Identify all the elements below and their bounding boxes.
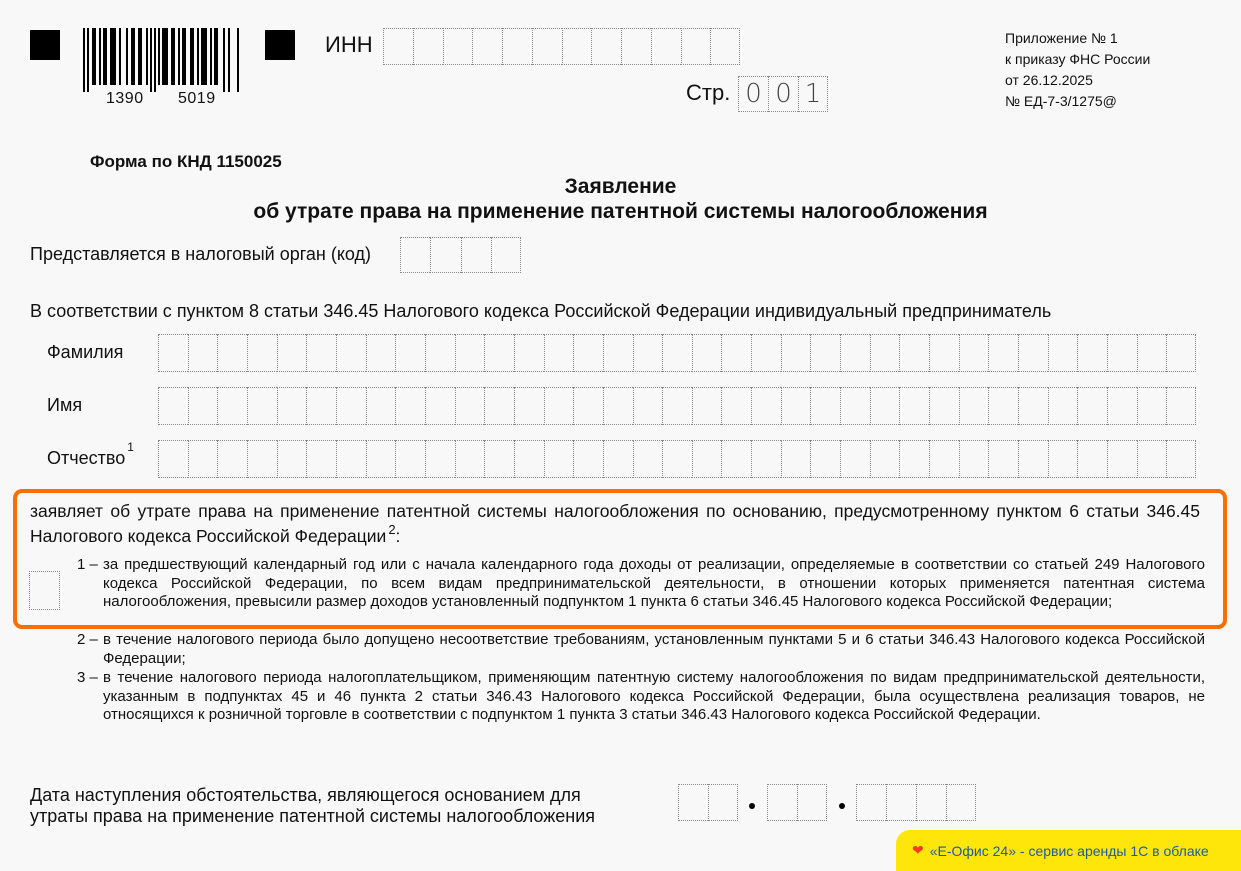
char-cell[interactable] — [781, 334, 811, 372]
reason-number: 2 – — [77, 631, 98, 648]
patronymic-label — [47, 440, 134, 469]
char-cell[interactable] — [188, 334, 218, 372]
char-cell[interactable] — [277, 440, 307, 478]
barcode-number-1: 1390 — [106, 90, 144, 107]
date-cell[interactable] — [678, 784, 708, 821]
char-cell[interactable] — [621, 28, 651, 65]
char-cell[interactable] — [633, 334, 663, 372]
date-cell[interactable] — [708, 784, 738, 821]
char-cell[interactable] — [651, 28, 681, 65]
inn-input[interactable] — [383, 28, 740, 65]
char-cell[interactable] — [721, 440, 751, 478]
first-name-label: Имя — [47, 395, 83, 415]
declaration-text — [30, 499, 1200, 549]
char-cell[interactable] — [591, 28, 621, 65]
reason-text: в течение налогового периода было допущено несоответствие требованиям, установленным пунктами 5 и 6 статьи 346.43 Налогового кодекса Российской Федерации; — [103, 631, 1205, 667]
date-label — [30, 785, 595, 827]
char-cell[interactable] — [781, 387, 811, 425]
reason-item-3 — [77, 669, 1205, 725]
date-label-line: Дата наступления обстоятельства, являющегося основанием для — [30, 785, 581, 805]
char-cell[interactable] — [840, 387, 870, 425]
char-cell[interactable] — [870, 387, 900, 425]
char-cell[interactable] — [721, 334, 751, 372]
char-cell[interactable] — [662, 387, 692, 425]
char-cell[interactable] — [217, 440, 247, 478]
char-cell[interactable] — [633, 387, 663, 425]
char-cell[interactable] — [633, 440, 663, 478]
char-cell[interactable] — [870, 334, 900, 372]
char-cell[interactable] — [395, 440, 425, 478]
barcode-number-2: 5019 — [178, 90, 216, 107]
char-cell[interactable] — [810, 440, 840, 478]
char-cell[interactable] — [603, 334, 633, 372]
char-cell[interactable] — [662, 334, 692, 372]
char-cell[interactable] — [336, 440, 366, 478]
char-cell[interactable] — [751, 334, 781, 372]
char-cell[interactable] — [662, 440, 692, 478]
char-cell[interactable] — [840, 334, 870, 372]
page-digit: 0 — [768, 76, 798, 112]
char-cell[interactable] — [1107, 440, 1137, 478]
patronymic-input[interactable] — [158, 440, 1196, 478]
char-cell[interactable] — [158, 387, 188, 425]
char-cell[interactable] — [603, 440, 633, 478]
char-cell[interactable] — [484, 440, 514, 478]
char-cell[interactable] — [395, 334, 425, 372]
char-cell[interactable] — [1137, 440, 1167, 478]
char-cell[interactable] — [1077, 387, 1107, 425]
char-cell[interactable] — [430, 237, 460, 273]
char-cell[interactable] — [929, 387, 959, 425]
char-cell[interactable] — [461, 237, 491, 273]
char-cell[interactable] — [514, 440, 544, 478]
char-cell[interactable] — [573, 334, 603, 372]
date-label-line: утраты права на применение патентной системы налогообложения — [30, 806, 595, 826]
tax-office-label: Представляется в налоговый орган (код) — [30, 244, 372, 264]
annex-line: № ЕД-7-3/1275@ — [1005, 93, 1117, 109]
char-cell[interactable] — [1077, 334, 1107, 372]
char-cell[interactable] — [247, 440, 277, 478]
page-digit: 0 — [738, 76, 768, 112]
date-day-input[interactable] — [678, 784, 738, 821]
char-cell[interactable] — [1166, 387, 1196, 425]
heart-icon: ❤ — [912, 842, 924, 858]
char-cell[interactable] — [899, 440, 929, 478]
reason-code-cell[interactable] — [29, 571, 60, 610]
char-cell[interactable] — [217, 387, 247, 425]
form-title: Заявление — [564, 175, 677, 198]
first-name-input[interactable] — [158, 387, 1196, 425]
char-cell[interactable] — [1077, 440, 1107, 478]
char-cell[interactable] — [1018, 387, 1048, 425]
char-cell[interactable] — [899, 334, 929, 372]
char-cell[interactable] — [425, 440, 455, 478]
char-cell[interactable] — [425, 387, 455, 425]
date-cell[interactable] — [767, 784, 797, 821]
reason-item-2 — [77, 631, 1205, 668]
char-cell[interactable] — [400, 237, 430, 273]
date-separator — [749, 803, 755, 809]
char-cell[interactable] — [366, 387, 396, 425]
char-cell[interactable] — [484, 334, 514, 372]
annex-line: от 26.12.2025 — [1005, 72, 1093, 88]
char-cell[interactable] — [455, 334, 485, 372]
char-cell[interactable] — [544, 440, 574, 478]
tax-office-code-input[interactable] — [400, 237, 521, 273]
char-cell[interactable] — [472, 28, 502, 65]
char-cell[interactable] — [1166, 334, 1196, 372]
char-cell[interactable] — [751, 440, 781, 478]
char-cell[interactable] — [188, 387, 218, 425]
page-number-field — [738, 76, 828, 112]
date-cell[interactable] — [946, 784, 976, 821]
char-cell[interactable] — [1018, 440, 1048, 478]
char-cell[interactable] — [544, 387, 574, 425]
reason-code-input[interactable] — [29, 571, 60, 610]
char-cell[interactable] — [1137, 387, 1167, 425]
char-cell[interactable] — [188, 440, 218, 478]
char-cell[interactable] — [491, 237, 521, 273]
char-cell[interactable] — [710, 28, 740, 65]
form-code: Форма по КНД 1150025 — [90, 152, 282, 171]
declaration-body: заявляет об утрате права на применение патентной системы налогообложения по основанию, предусмотренному пунктом 6 статьи 346.45 Налогового кодекса Российской Федерации — [30, 501, 1200, 546]
char-cell[interactable] — [413, 28, 443, 65]
form-subtitle: об утрате права на применение патентной системы налогообложения — [253, 200, 988, 223]
date-cell[interactable] — [856, 784, 886, 821]
char-cell[interactable] — [306, 334, 336, 372]
footnote-1: 1 — [127, 440, 134, 454]
char-cell[interactable] — [1166, 440, 1196, 478]
char-cell[interactable] — [681, 28, 711, 65]
char-cell[interactable] — [455, 440, 485, 478]
char-cell[interactable] — [306, 387, 336, 425]
char-cell[interactable] — [247, 334, 277, 372]
date-cell[interactable] — [916, 784, 946, 821]
char-cell[interactable] — [988, 387, 1018, 425]
inn-label: ИНН — [325, 32, 373, 57]
char-cell[interactable] — [336, 387, 366, 425]
char-cell[interactable] — [959, 387, 989, 425]
char-cell[interactable] — [721, 387, 751, 425]
page-digit: 1 — [798, 76, 828, 112]
alignment-marker-left — [30, 30, 60, 60]
char-cell[interactable] — [544, 334, 574, 372]
char-cell[interactable] — [1018, 334, 1048, 372]
char-cell[interactable] — [870, 440, 900, 478]
reason-number: 1 – — [77, 556, 98, 573]
char-cell[interactable] — [810, 387, 840, 425]
char-cell[interactable] — [959, 440, 989, 478]
char-cell[interactable] — [573, 440, 603, 478]
declaration-colon: : — [395, 526, 401, 546]
char-cell[interactable] — [988, 334, 1018, 372]
char-cell[interactable] — [277, 387, 307, 425]
char-cell[interactable] — [484, 387, 514, 425]
char-cell[interactable] — [443, 28, 473, 65]
alignment-marker-right — [265, 30, 295, 60]
char-cell[interactable] — [1048, 334, 1078, 372]
char-cell[interactable] — [810, 334, 840, 372]
char-cell[interactable] — [1048, 387, 1078, 425]
footnote-2: 2 — [388, 522, 396, 537]
surname-input[interactable] — [158, 334, 1196, 372]
date-month-input[interactable] — [767, 784, 827, 821]
char-cell[interactable] — [217, 334, 247, 372]
char-cell[interactable] — [366, 440, 396, 478]
ad-banner-link[interactable] — [896, 830, 1241, 871]
char-cell[interactable] — [455, 387, 485, 425]
char-cell[interactable] — [425, 334, 455, 372]
reason-text: в течение налогового периода налогоплательщиком, применяющим патентную систему налогообложения по видам предпринимательской деятельности, указанным в подпунктах 45 и 46 пункта 2 статьи 346.43 Налогового кодекса Российской Федерации, была осуществлена реализация товаров, не относящихся к розничной торговле в соответствии с подпунктом 1 пункта 3 статьи 346.43 Налогового кодекса Российской Федерации. — [103, 669, 1205, 723]
patronymic-label-text: Отчество — [47, 448, 126, 468]
char-cell[interactable] — [306, 440, 336, 478]
annex-line: к приказу ФНС России — [1005, 51, 1151, 67]
date-cell[interactable] — [886, 784, 916, 821]
char-cell[interactable] — [899, 387, 929, 425]
char-cell[interactable] — [959, 334, 989, 372]
intro-text: В соответствии с пунктом 8 статьи 346.45 Налогового кодекса Российской Федерации индивидуальный предприниматель — [30, 301, 1052, 321]
char-cell[interactable] — [562, 28, 592, 65]
date-year-input[interactable] — [856, 784, 976, 821]
char-cell[interactable] — [277, 334, 307, 372]
page-label: Стр. — [686, 80, 731, 105]
char-cell[interactable] — [1137, 334, 1167, 372]
date-cell[interactable] — [797, 784, 827, 821]
char-cell[interactable] — [532, 28, 562, 65]
char-cell[interactable] — [366, 334, 396, 372]
char-cell[interactable] — [988, 440, 1018, 478]
char-cell[interactable] — [751, 387, 781, 425]
char-cell[interactable] — [692, 387, 722, 425]
date-separator — [839, 803, 845, 809]
char-cell[interactable] — [247, 387, 277, 425]
char-cell[interactable] — [395, 387, 425, 425]
char-cell[interactable] — [158, 334, 188, 372]
annex-reference — [1005, 28, 1150, 112]
char-cell[interactable] — [514, 387, 544, 425]
char-cell[interactable] — [573, 387, 603, 425]
char-cell[interactable] — [840, 440, 870, 478]
char-cell[interactable] — [692, 440, 722, 478]
char-cell[interactable] — [514, 334, 544, 372]
char-cell[interactable] — [929, 334, 959, 372]
char-cell[interactable] — [1107, 334, 1137, 372]
char-cell[interactable] — [1107, 387, 1137, 425]
char-cell[interactable] — [1048, 440, 1078, 478]
surname-label: Фамилия — [47, 342, 124, 362]
reason-number: 3 – — [77, 669, 98, 686]
reason-text: за предшествующий календарный год или с начала календарного года доходы от реализации, определяемые в соответствии со статьей 249 Налогового кодекса Российской Федерации, по всем видам предпринимательской деятельности, в отношении которых применяется патентная система налогообложения, превысили размер доходов установленный подпунктом 1 пункта 6 статьи 346.45 Налогового кодекса Российской Федерации; — [103, 556, 1205, 610]
char-cell[interactable] — [929, 440, 959, 478]
char-cell[interactable] — [383, 28, 413, 65]
char-cell[interactable] — [502, 28, 532, 65]
char-cell[interactable] — [603, 387, 633, 425]
reason-item-1 — [77, 556, 1205, 612]
char-cell[interactable] — [692, 334, 722, 372]
barcode-icon — [83, 28, 241, 92]
annex-line: Приложение № 1 — [1005, 30, 1118, 46]
char-cell[interactable] — [158, 440, 188, 478]
char-cell[interactable] — [336, 334, 366, 372]
ad-text: «Е-Офис 24» - сервис аренды 1С в облаке — [929, 842, 1209, 859]
char-cell[interactable] — [781, 440, 811, 478]
